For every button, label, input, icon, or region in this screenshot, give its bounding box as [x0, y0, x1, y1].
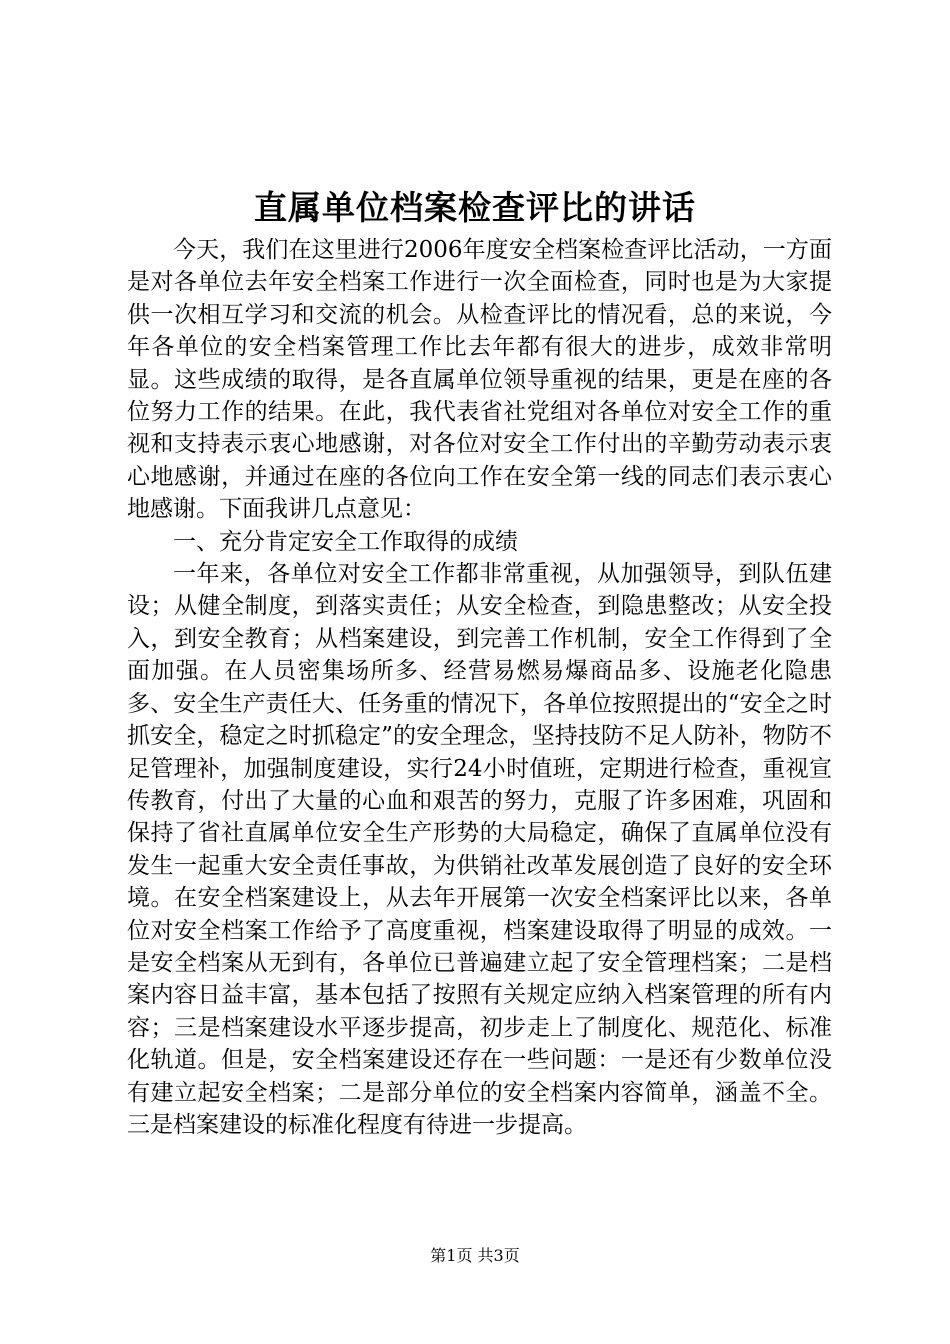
document-body: [127, 234, 832, 1141]
document-title: 直属单位档案检查评比的讲话: [254, 188, 696, 227]
page-footer: 第1页 共3页: [430, 1246, 520, 1265]
section-heading: 一、充分肯定安全工作取得的成绩: [173, 528, 518, 555]
paragraph-achievements: 一年来，各单位对安全工作都非常重视，从加强领导，到队伍建设；从健全制度，到落实责任；从安全检查，到隐患整改；从安全投入，到安全教育；从档案建设，到完善工作机制，安全工作得到了全面加强。在人员密集场所多、经营易燃易爆商品多、设施老化隐患多、安全生产责任大、任务重的情况下，各单位按照提出的“安全之时抓安全，稳定之时抓稳定”的安全理念，坚持技防不足人防补，物防不足管理补，加强制度建设，实行24小时值班，定期进行检查，重视宣传教育，付出了大量的心血和艰苦的努力，克服了许多困难，巩固和保持了省社直属单位安全生产形势的大局稳定，确保了直属单位没有发生一起重大安全责任事故，为供销社改革发展创造了良好的安全环境。在安全档案建设上，从去年开展第一次安全档案评比以来，各单位对安全档案工作给予了高度重视，档案建设取得了明显的成效。一是安全档案从无到有，各单位已普遍建立起了安全管理档案；二是档案内容日益丰富，基本包括了按照有关规定应纳入档案管理的所有内容；三是档案建设水平逐步提高，初步走上了制度化、规范化、标准化轨道。但是，安全档案建设还存在一些问题：一是还有少数单位没有建立起安全档案；二是部分单位的安全档案内容简单，涵盖不全。三是档案建设的标准化程度有待进一步提高。: [127, 561, 832, 1138]
paragraph-intro: 今天，我们在这里进行2006年度安全档案检查评比活动，一方面是对各单位去年安全档案工作进行一次全面检查，同时也是为大家提供一次相互学习和交流的机会。从检查评比的情况看，总的来说，今年各单位的安全档案管理工作比去年都有很大的进步，成效非常明显。这些成绩的取得，是各直属单位领导重视的结果，更是在座的各位努力工作的结果。在此，我代表省社党组对各单位对安全工作的重视和支持表示衷心地感谢，对各位对安全工作付出的辛勤劳动表示衷心地感谢，并通过在座的各位向工作在安全第一线的同志们表示衷心地感谢。下面我讲几点意见：: [127, 237, 832, 523]
